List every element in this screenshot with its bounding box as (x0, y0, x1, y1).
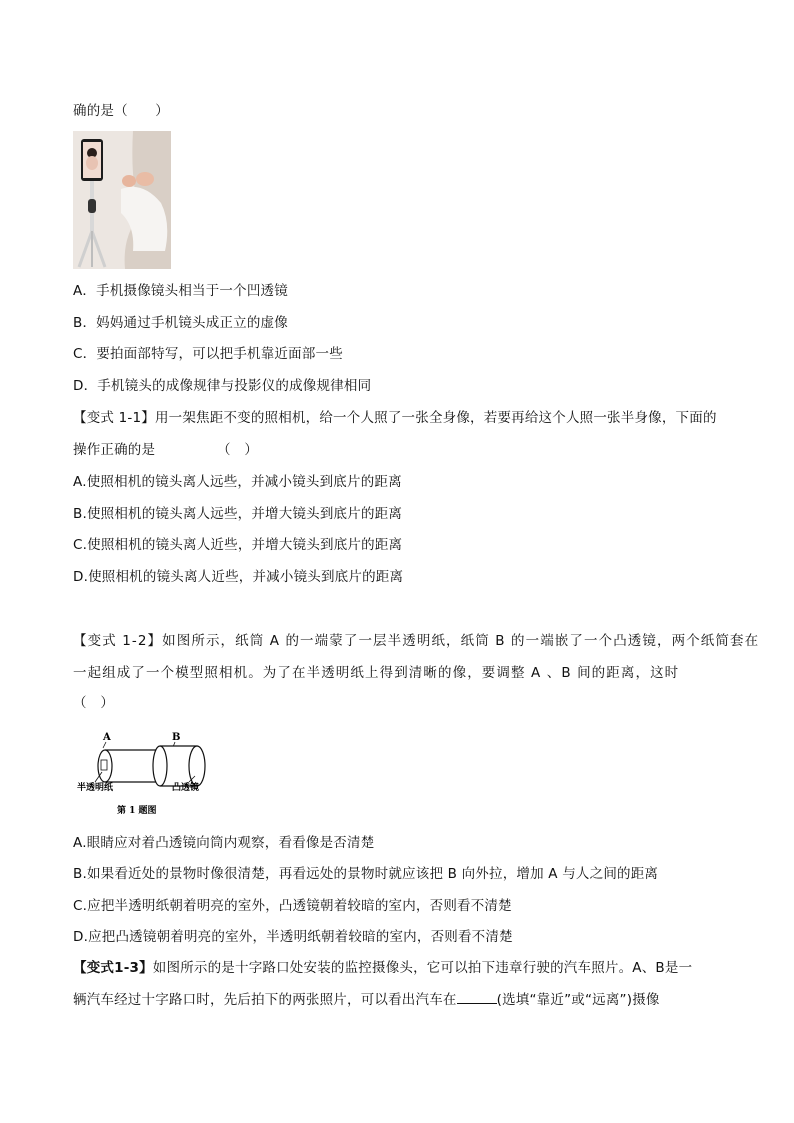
variant-1-1-option-c: C.使照相机的镜头离人近些，并增大镜头到底片的距离 (73, 537, 403, 553)
selfie-stick-photo (73, 131, 171, 269)
variant-1-1-line1 (73, 408, 717, 428)
figure-label-lens: 凸透镜 (172, 783, 200, 793)
paper-tube-camera-figure (75, 730, 210, 818)
variant-1-1-option-b: B.使照相机的镜头离人远些，并增大镜头到底片的距离 (73, 506, 403, 522)
variant-1-2-option-c: C.应把半透明纸朝着明亮的室外，凸透镜朝着较暗的室内，否则看不清楚 (73, 898, 512, 914)
variant-1-2-option-a: A.眼睛应对着凸透镜向筒内观察，看看像是否清楚 (73, 835, 375, 851)
variant-1-3-line2-after: (选填“靠近”或“远离”)摄像 (496, 992, 660, 1008)
q1-option-a: A．手机摄像镜头相当于一个凹透镜 (73, 283, 288, 299)
q1-option-c: C．要拍面部特写，可以把手机靠近面部一些 (73, 346, 343, 362)
variant-1-1-line2: 操作正确的是 （ ） (73, 442, 259, 458)
variant-1-2-text: 如图所示，纸筒 A 的一端蒙了一层半透明纸，纸筒 B 的一端嵌了一个凸透镜，两个纸简套在 (162, 633, 760, 649)
variant-1-3-line2 (73, 990, 660, 1010)
q1-option-d: D．手机镜头的成像规律与投影仪的成像规律相同 (73, 378, 372, 394)
figure-label-paper: 半透明纸 (77, 783, 114, 793)
variant-1-3-label: 【变式1-3】 (73, 960, 153, 976)
variant-1-2-line2: 一起组成了一个模型照相机。为了在半透明纸上得到清晰的像，要调整 A 、B 间的距离，这时 (73, 665, 680, 681)
variant-1-2-line1 (73, 631, 759, 651)
variant-1-2-line3: （ ） (73, 695, 115, 711)
variant-1-2-option-b: B.如果看近处的景物时像很清楚，再看远处的景物时就应该把 B 向外拉，增加 A 与人之间的距离 (73, 866, 659, 882)
figure-label-b: B (172, 732, 181, 743)
variant-1-1-label: 【变式 1-1】 (73, 410, 155, 426)
question-stem-tail: 确的是（ ） (73, 103, 169, 119)
variant-1-2-label: 【变式 1-2】 (73, 633, 163, 649)
figure-caption: 第 1 题图 (117, 806, 157, 816)
answer-blank[interactable] (457, 991, 497, 1004)
figure-label-a: A (103, 732, 111, 743)
q1-option-b: B．妈妈通过手机镜头成正立的虚像 (73, 315, 288, 331)
variant-1-3-line1 (73, 958, 692, 978)
variant-1-1-option-d: D.使照相机的镜头离人近些，并减小镜头到底片的距离 (73, 569, 404, 585)
variant-1-3-line2-before: 辆汽车经过十字路口时，先后拍下的两张照片，可以看出汽车在 (73, 992, 457, 1008)
variant-1-2-option-d: D.应把凸透镜朝着明亮的室外，半透明纸朝着较暗的室内，否则看不清楚 (73, 929, 513, 945)
variant-1-1-option-a: A.使照相机的镜头离人远些，并减小镜头到底片的距离 (73, 474, 402, 490)
variant-1-1-text: 用一架焦距不变的照相机，给一个人照了一张全身像，若要再给这个人照一张半身像，下面的 (154, 410, 717, 426)
variant-1-3-text: 如图所示的是十字路口处安装的监控摄像头，它可以拍下违章行驶的汽车照片。A、B是一 (152, 960, 693, 976)
